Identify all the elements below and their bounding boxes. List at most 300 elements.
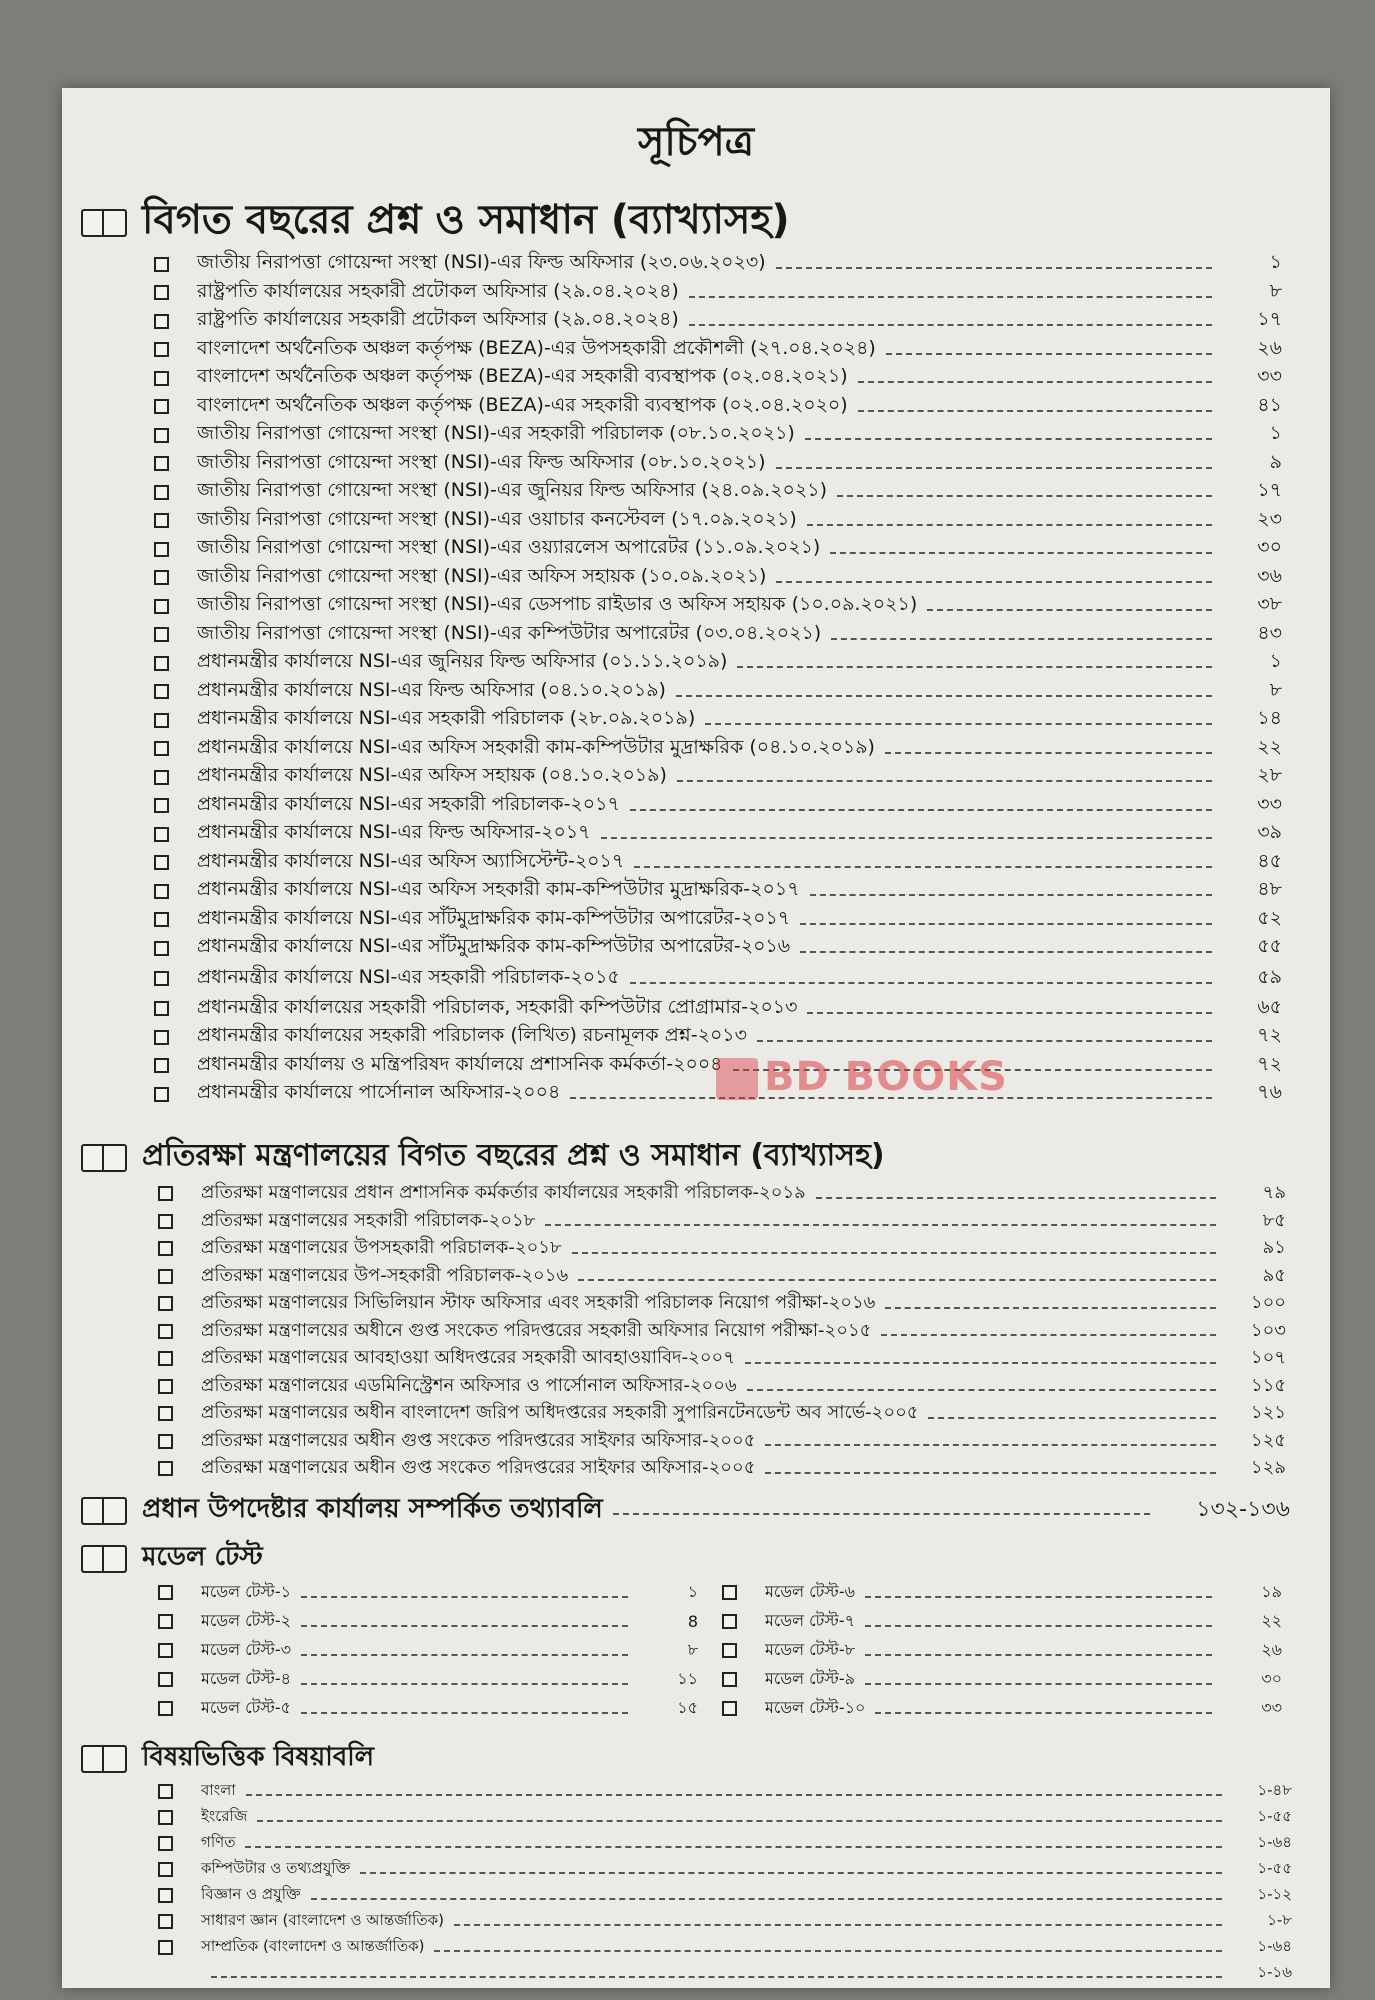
item-page-number: ২৩ <box>1257 507 1282 530</box>
checkbox-icon <box>154 342 169 357</box>
checkbox-icon <box>158 1379 173 1394</box>
item-page-number: ৩৩ <box>1257 792 1282 815</box>
section-title: বিগত বছরের প্রশ্ন ও সমাধান (ব্যাখ্যাসহ) <box>142 197 790 243</box>
book-icon <box>80 1743 128 1773</box>
checkbox-icon <box>158 1701 173 1716</box>
item-label: প্রতিরক্ষা মন্ত্রণালয়ের আবহাওয়া অধিদপ্তরের সহকারী আবহাওয়াবিদ-২০০৭ <box>201 1347 735 1369</box>
item-label: সাম্প্রতিক (বাংলাদেশ ও আন্তর্জাতিক) <box>201 1936 425 1955</box>
leader-dots <box>689 324 1212 326</box>
item-label: প্রধানমন্ত্রীর কার্যালয়ে NSI-এর সাঁটমুদ্রাক্ষরিক কাম-কম্পিউটার অপারেটর-২০১৬ <box>197 935 791 958</box>
leader-dots <box>858 381 1212 383</box>
page-title: সূচিপত্র <box>638 119 754 165</box>
leader-dots <box>776 581 1212 583</box>
item-label: প্রধানমন্ত্রীর কার্যালয়ে NSI-এর অফিস সহকারী কাম-কম্পিউটার মুদ্রাক্ষরিক (০৪.১০.২০১৯) <box>197 735 875 758</box>
leader-dots <box>831 638 1212 640</box>
item-page-number: ৮ <box>1269 279 1282 302</box>
list-item[interactable] <box>154 450 1282 479</box>
leader-dots <box>776 467 1212 469</box>
item-page-number: ১ <box>1269 650 1282 673</box>
leader-dots <box>885 1307 1216 1309</box>
item-page-number: ১-৬৪ <box>1257 1832 1292 1851</box>
checkbox-icon <box>154 456 169 471</box>
list-item[interactable] <box>158 1934 1292 1960</box>
item-label: জাতীয় নিরাপত্তা গোয়েন্দা সংস্থা (NSI)-এর ওয়্যারলেস অপারেটর (১১.০৯.২০২১) <box>197 536 821 559</box>
item-page-number: ৫২ <box>1257 906 1282 929</box>
item-page-number: ১ <box>1269 422 1282 445</box>
item-label: বিজ্ঞান ও প্রযুক্তি <box>201 1884 301 1903</box>
leader-dots <box>434 1950 1222 1952</box>
toc-list-previous-years <box>154 250 1282 1109</box>
list-item[interactable] <box>154 478 1282 507</box>
model-test-list-right <box>722 1578 1282 1723</box>
leader-dots <box>865 1596 1212 1598</box>
leader-dots <box>865 1625 1212 1627</box>
item-page-number: ৬৫ <box>1257 995 1282 1018</box>
item-page-number: ১-৮ <box>1267 1910 1292 1929</box>
item-label: মডেল টেস্ট-৮ <box>765 1640 855 1659</box>
checkbox-icon <box>154 428 169 443</box>
item-label: প্রধানমন্ত্রীর কার্যালয়ে NSI-এর সহকারী পরিচালক (২৮.০৯.২০১৯) <box>197 707 696 730</box>
checkbox-icon <box>154 627 169 642</box>
checkbox-icon <box>154 599 169 614</box>
leader-dots <box>745 1362 1216 1364</box>
item-page-number: ১ <box>1269 251 1282 274</box>
list-item[interactable] <box>154 364 1282 393</box>
checkbox-icon <box>158 1862 173 1877</box>
item-label: প্রতিরক্ষা মন্ত্রণালয়ের অধীনে গুপ্ত সংকেত পরিদপ্তরের সহকারী অফিসার নিয়োগ পরীক্ষা-২০১৫ <box>201 1319 872 1341</box>
leader-dots <box>613 1513 1150 1515</box>
checkbox-icon <box>154 798 169 813</box>
section-title: বিষয়ভিত্তিক বিষয়াবলি <box>142 1742 375 1772</box>
list-item[interactable] <box>80 1492 1290 1528</box>
checkbox-icon <box>158 1461 173 1476</box>
checkbox-icon <box>158 1888 173 1903</box>
item-label: বাংলাদেশ অর্থনৈতিক অঞ্চল কর্তৃপক্ষ (BEZA)-এর সহকারী ব্যবস্থাপক (০২.০৪.২০২১) <box>197 365 848 388</box>
list-item[interactable] <box>154 995 1282 1024</box>
item-page-number: ১৯ <box>1261 1582 1282 1601</box>
list-item[interactable] <box>158 1856 1292 1882</box>
checkbox-icon <box>154 741 169 756</box>
leader-dots <box>301 1683 628 1685</box>
list-item[interactable] <box>154 763 1282 792</box>
advisor-page: ১৩২-১৩৬ <box>1196 1496 1290 1522</box>
leader-dots <box>360 1872 1222 1874</box>
item-label: প্রধানমন্ত্রীর কার্যালয়ে NSI-এর জুনিয়র ফিল্ড অফিসার (০১.১১.২০১৯) <box>197 650 728 673</box>
watermark-text: BD BOOKS <box>764 1054 1008 1100</box>
list-item[interactable] <box>158 1400 1286 1428</box>
leader-dots <box>630 982 1212 984</box>
checkbox-icon <box>722 1643 737 1658</box>
list-item[interactable] <box>154 820 1282 849</box>
item-label: প্রধানমন্ত্রীর কার্যালয়ে NSI-এর সহকারী পরিচালক-২০১৭ <box>197 792 620 815</box>
checkbox-icon <box>722 1614 737 1629</box>
checkbox-icon <box>158 1784 173 1799</box>
item-label: জাতীয় নিরাপত্তা গোয়েন্দা সংস্থা (NSI)-এর জুনিয়র ফিল্ড অফিসার (২৪.০৯.২০২১) <box>197 479 827 502</box>
checkbox-icon <box>154 371 169 386</box>
checkbox-icon <box>158 1810 173 1825</box>
list-item[interactable] <box>154 507 1282 536</box>
checkbox-icon <box>158 1214 173 1229</box>
item-page-number: ১-৫৫ <box>1257 1858 1292 1877</box>
item-label: ইংরেজি <box>201 1806 248 1825</box>
item-label: মডেল টেস্ট-৬ <box>765 1582 856 1601</box>
checkbox-icon <box>158 1269 173 1284</box>
checkbox-icon <box>154 285 169 300</box>
leader-dots <box>737 666 1212 668</box>
checkbox-icon <box>154 912 169 927</box>
toc-list-defence <box>158 1180 1286 1483</box>
checkbox-icon <box>158 1614 173 1629</box>
item-label: প্রতিরক্ষা মন্ত্রণালয়ের এডমিনিস্ট্রেশন অফিসার ও পার্সোনাল অফিসার-২০০৬ <box>201 1374 737 1396</box>
leader-dots <box>875 1712 1212 1714</box>
checkbox-icon <box>158 1296 173 1311</box>
item-page-number: ৩৯ <box>1257 821 1282 844</box>
leader-dots <box>578 1279 1216 1281</box>
checkbox-icon <box>154 513 169 528</box>
checkbox-icon <box>154 684 169 699</box>
list-item[interactable] <box>158 1960 1292 1986</box>
list-item[interactable] <box>722 1578 1282 1607</box>
item-page-number: ৩৮ <box>1257 593 1282 616</box>
item-label: বাংলা <box>201 1780 236 1799</box>
watermark-logo <box>716 1058 758 1100</box>
list-item[interactable] <box>154 307 1282 336</box>
item-page-number: ৭৬ <box>1257 1081 1282 1104</box>
checkbox-icon <box>154 827 169 842</box>
item-page-number: ১০৭ <box>1250 1347 1286 1369</box>
checkbox-icon <box>154 314 169 329</box>
item-label: গণিত <box>201 1832 236 1851</box>
checkbox-icon <box>158 1672 173 1687</box>
item-page-number: ১০০ <box>1250 1292 1286 1314</box>
list-item[interactable] <box>722 1694 1282 1723</box>
list-item[interactable] <box>154 1023 1282 1052</box>
item-label: জাতীয় নিরাপত্তা গোয়েন্দা সংস্থা (NSI)-এর ডেসপাচ রাইডার ও অফিস সহায়ক (১০.০৯.২০২১) <box>197 593 918 616</box>
item-page-number: 8 <box>687 1612 698 1631</box>
list-item[interactable] <box>158 1607 698 1636</box>
item-page-number: ১৪ <box>1257 707 1282 730</box>
leader-dots <box>865 1683 1212 1685</box>
item-label: জাতীয় নিরাপত্তা গোয়েন্দা সংস্থা (NSI)-এর অফিস সহায়ক (১০.০৯.২০২১) <box>197 564 767 587</box>
item-label: প্রতিরক্ষা মন্ত্রণালয়ের অধীন বাংলাদেশ জরিপ অধিদপ্তরের সহকারী সুপারিনটেনডেন্ট অব সার্ভে-২০০৫ <box>201 1402 919 1424</box>
leader-dots <box>705 723 1212 725</box>
item-page-number: ২২ <box>1261 1611 1282 1630</box>
document-page <box>62 88 1330 1988</box>
item-label: প্রধানমন্ত্রীর কার্যালয়ে NSI-এর অফিস অ্যাসিস্টেন্ট-২০১৭ <box>197 849 625 872</box>
item-page-number: ১১৫ <box>1250 1374 1286 1396</box>
item-page-number: ৩৩ <box>1261 1698 1282 1717</box>
list-item[interactable] <box>158 1665 698 1694</box>
list-item[interactable] <box>154 564 1282 593</box>
checkbox-icon <box>154 570 169 585</box>
list-item[interactable] <box>158 1636 698 1665</box>
book-icon <box>80 1543 128 1573</box>
list-item[interactable] <box>722 1636 1282 1665</box>
book-icon <box>80 1142 128 1172</box>
item-label: প্রধানমন্ত্রীর কার্যালয়ের সহকারী পরিচালক (লিখিত) রচনামূলক প্রশ্ন-২০১৩ <box>197 1024 747 1047</box>
leader-dots <box>676 695 1212 697</box>
list-item[interactable] <box>154 336 1282 365</box>
leader-dots <box>800 923 1212 925</box>
checkbox-icon <box>154 770 169 785</box>
checkbox-icon <box>158 1434 173 1449</box>
leader-dots <box>807 524 1212 526</box>
checkbox-icon <box>154 1030 169 1045</box>
item-page-number: ৯ <box>1269 450 1282 473</box>
leader-dots <box>257 1820 1222 1822</box>
item-page-number: ১-১৬ <box>1257 1962 1292 1981</box>
leader-dots <box>800 951 1212 953</box>
checkbox-icon <box>154 884 169 899</box>
item-label: প্রতিরক্ষা মন্ত্রণালয়ের সিভিলিয়ান স্টাফ অফিসার এবং সহকারী পরিচালক নিয়োগ পরীক্ষা-২০১৬ <box>201 1292 876 1314</box>
item-label: প্রধানমন্ত্রীর কার্যালয়ে পার্সোনাল অফিসার-২০০৪ <box>197 1081 561 1104</box>
leader-dots <box>810 894 1212 896</box>
item-label: জাতীয় নিরাপত্তা গোয়েন্দা সংস্থা (NSI)-এর সহকারী পরিচালক (০৮.১০.২০২১) <box>197 422 795 445</box>
item-label: মডেল টেস্ট-১ <box>201 1582 291 1601</box>
item-label: প্রধানমন্ত্রীর কার্যালয়ে NSI-এর অফিস সহকারী কাম-কম্পিউটার মুদ্রাক্ষরিক-২০১৭ <box>197 878 800 901</box>
checkbox-icon <box>154 257 169 272</box>
checkbox-icon <box>158 1643 173 1658</box>
list-item[interactable] <box>154 393 1282 422</box>
list-item[interactable] <box>154 592 1282 621</box>
list-item[interactable] <box>154 621 1282 650</box>
item-label: জাতীয় নিরাপত্তা গোয়েন্দা সংস্থা (NSI)-এর ফিল্ড অফিসার (২৩.০৬.২০২৩) <box>197 251 766 274</box>
leader-dots <box>677 780 1212 782</box>
leader-dots <box>301 1654 628 1656</box>
item-page-number: ৯১ <box>1262 1237 1286 1259</box>
checkbox-icon <box>158 1241 173 1256</box>
checkbox-icon <box>154 713 169 728</box>
item-label: জাতীয় নিরাপত্তা গোয়েন্দা সংস্থা (NSI)-এর কম্পিউটার অপারেটর (০৩.০৪.২০২১) <box>197 621 822 644</box>
leader-dots <box>246 1794 1222 1796</box>
leader-dots <box>747 1389 1216 1391</box>
list-item[interactable] <box>154 250 1282 279</box>
item-label: বাংলাদেশ অর্থনৈতিক অঞ্চল কর্তৃপক্ষ (BEZA)-এর উপসহকারী প্রকৌশলী (২৭.০৪.২০২৪) <box>197 336 876 359</box>
item-page-number: ১২১ <box>1250 1402 1286 1424</box>
item-label: প্রধানমন্ত্রীর কার্যালয়ে NSI-এর সাঁটমুদ্রাক্ষরিক কাম-কম্পিউটার অপারেটর-২০১৭ <box>197 906 791 929</box>
checkbox-icon <box>158 1351 173 1366</box>
leader-dots <box>311 1898 1222 1900</box>
list-item[interactable] <box>158 1578 698 1607</box>
list-item[interactable] <box>154 735 1282 764</box>
list-item[interactable] <box>722 1607 1282 1636</box>
item-page-number: ১৫ <box>677 1698 698 1717</box>
item-label: প্রতিরক্ষা মন্ত্রণালয়ের অধীন গুপ্ত সংকেত পরিদপ্তরের সাইফার অফিসার-২০০৫ <box>201 1429 756 1451</box>
item-label: জাতীয় নিরাপত্তা গোয়েন্দা সংস্থা (NSI)-এর ফিল্ড অফিসার (০৮.১০.২০২১) <box>197 450 766 473</box>
toc-advisor-line <box>80 1492 1290 1528</box>
item-page-number: ১৭ <box>1257 479 1282 502</box>
checkbox-icon <box>722 1585 737 1600</box>
leader-dots <box>301 1625 628 1627</box>
checkbox-icon <box>154 542 169 557</box>
checkbox-icon <box>158 1324 173 1339</box>
item-label: প্রধানমন্ত্রীর কার্যালয়ে NSI-এর ফিল্ড অফিসার (০৪.১০.২০১৯) <box>197 678 666 701</box>
item-label: মডেল টেস্ট-৯ <box>765 1669 855 1688</box>
leader-dots <box>301 1596 628 1598</box>
leader-dots <box>572 1252 1216 1254</box>
section-heading-defence <box>80 1131 885 1182</box>
leader-dots <box>816 1197 1216 1199</box>
list-item[interactable] <box>158 1455 1286 1483</box>
leader-dots <box>765 1444 1216 1446</box>
list-item[interactable] <box>158 1345 1286 1373</box>
list-item[interactable] <box>158 1694 698 1723</box>
subject-list <box>158 1778 1292 1986</box>
checkbox-icon <box>158 1406 173 1421</box>
list-item[interactable] <box>154 877 1282 906</box>
item-label: রাষ্ট্রপতি কার্যালয়ের সহকারী প্রটোকল অফিসার (২৯.০৪.২০২৪) <box>197 279 679 302</box>
item-page-number: ৮ <box>687 1640 698 1659</box>
leader-dots <box>211 1976 1222 1978</box>
list-item[interactable] <box>154 535 1282 564</box>
item-page-number: ৩০ <box>1257 536 1282 559</box>
item-page-number: ১০৩ <box>1250 1319 1286 1341</box>
list-item[interactable] <box>154 706 1282 735</box>
item-page-number: ৪৩ <box>1257 621 1282 644</box>
item-label: মডেল টেস্ট-১০ <box>765 1698 866 1717</box>
item-label: কম্পিউটার ও তথ্যপ্রযুক্তি <box>201 1858 351 1877</box>
leader-dots <box>885 752 1212 754</box>
book-icon <box>80 207 128 237</box>
item-label: বাংলাদেশ অর্থনৈতিক অঞ্চল কর্তৃপক্ষ (BEZA)-এর সহকারী ব্যবস্থাপক (০২.০৪.২০২০) <box>197 393 848 416</box>
item-page-number: ৯৫ <box>1262 1264 1286 1286</box>
list-item[interactable] <box>158 1804 1292 1830</box>
item-page-number: ১-৪৮ <box>1257 1780 1292 1799</box>
leader-dots <box>634 866 1212 868</box>
checkbox-icon <box>722 1701 737 1716</box>
leader-dots <box>837 495 1212 497</box>
leader-dots <box>689 296 1212 298</box>
leader-dots <box>886 353 1212 355</box>
advisor-label: প্রধান উপদেষ্টার কার্যালয় সম্পর্কিত তথ্যাবলি <box>142 1494 603 1524</box>
list-item[interactable] <box>158 1180 1286 1208</box>
item-page-number: ৪১ <box>1257 393 1282 416</box>
leader-dots <box>858 410 1212 412</box>
item-page-number: ২৬ <box>1261 1640 1282 1659</box>
list-item[interactable] <box>154 906 1282 935</box>
list-item[interactable] <box>154 934 1282 963</box>
section-heading-subjects <box>80 1736 374 1780</box>
leader-dots <box>807 1012 1212 1014</box>
checkbox-icon <box>154 656 169 671</box>
item-label: প্রধানমন্ত্রীর কার্যালয় ও মন্ত্রিপরিষদ কার্যালয়ে প্রশাসনিক কর্মকর্তা-২০০৪ <box>197 1052 723 1075</box>
leader-dots <box>765 1472 1216 1474</box>
checkbox-icon <box>158 1585 173 1600</box>
item-page-number: ১-১২ <box>1257 1884 1292 1903</box>
item-page-number: ২৮ <box>1257 764 1282 787</box>
list-item[interactable] <box>158 1778 1292 1804</box>
leader-dots <box>865 1654 1212 1656</box>
item-page-number: ৩০ <box>1261 1669 1282 1688</box>
checkbox-icon <box>154 971 169 986</box>
list-item[interactable] <box>158 1235 1286 1263</box>
checkbox-icon <box>154 1001 169 1016</box>
item-label: প্রতিরক্ষা মন্ত্রণালয়ের সহকারী পরিচালক-২০১৮ <box>201 1209 536 1231</box>
checkbox-icon <box>154 1058 169 1073</box>
checkbox-icon <box>158 1836 173 1851</box>
item-page-number: ৫৯ <box>1257 965 1282 988</box>
item-label: প্রতিরক্ষা মন্ত্রণালয়ের উপ-সহকারী পরিচালক-২০১৬ <box>201 1264 569 1286</box>
list-item[interactable] <box>154 279 1282 308</box>
item-page-number: ৮৫ <box>1262 1209 1286 1231</box>
list-item[interactable] <box>154 421 1282 450</box>
leader-dots <box>245 1846 1222 1848</box>
item-page-number: ৭২ <box>1257 1052 1282 1075</box>
list-item[interactable] <box>158 1263 1286 1291</box>
item-label: প্রতিরক্ষা মন্ত্রণালয়ের প্রধান প্রশাসনিক কর্মকর্তার কার্যালয়ের সহকারী পরিচালক-২০১৯ <box>201 1182 806 1204</box>
item-page-number: ৮ <box>1269 678 1282 701</box>
item-label: প্রতিরক্ষা মন্ত্রণালয়ের উপসহকারী পরিচালক-২০১৮ <box>201 1237 562 1259</box>
checkbox-icon <box>158 1914 173 1929</box>
item-label: প্রধানমন্ত্রীর কার্যালয়ে NSI-এর অফিস সহায়ক (০৪.১০.২০১৯) <box>197 764 667 787</box>
checkbox-icon <box>154 399 169 414</box>
leader-dots <box>454 1924 1222 1926</box>
checkbox-icon <box>158 1940 173 1955</box>
list-item[interactable] <box>158 1318 1286 1346</box>
item-label: রাষ্ট্রপতি কার্যালয়ের সহকারী প্রটোকল অফিসার (২৯.০৪.২০২৪) <box>197 308 679 331</box>
checkbox-icon <box>154 941 169 956</box>
list-item[interactable] <box>154 792 1282 821</box>
section-title: মডেল টেস্ট <box>142 1542 263 1572</box>
leader-dots <box>757 1040 1212 1042</box>
list-item[interactable] <box>158 1428 1286 1456</box>
item-page-number: ১-৬৪ <box>1257 1936 1292 1955</box>
leader-dots <box>805 438 1212 440</box>
item-label: সাধারণ জ্ঞান (বাংলাদেশ ও আন্তর্জাতিক) <box>201 1910 444 1929</box>
list-item[interactable] <box>158 1290 1286 1318</box>
checkbox-icon <box>154 1087 169 1102</box>
item-page-number: ৩৩ <box>1257 365 1282 388</box>
item-page-number: ১ <box>687 1582 698 1601</box>
list-item[interactable] <box>158 1373 1286 1401</box>
item-page-number: ২৬ <box>1257 336 1282 359</box>
list-item[interactable] <box>158 1908 1292 1934</box>
list-item[interactable] <box>722 1665 1282 1694</box>
checkbox-icon <box>158 1186 173 1201</box>
leader-dots <box>928 1417 1216 1419</box>
list-item[interactable] <box>158 1830 1292 1856</box>
leader-dots <box>301 1712 628 1714</box>
item-page-number: ৪৮ <box>1257 878 1282 901</box>
item-label: প্রধানমন্ত্রীর কার্যালয়ের সহকারী পরিচালক, সহকারী কম্পিউটার প্রোগ্রামার-২০১৩ <box>197 995 798 1018</box>
item-label: মডেল টেস্ট-৪ <box>201 1669 291 1688</box>
item-page-number: ৭২ <box>1257 1024 1282 1047</box>
item-page-number: ৪৫ <box>1257 849 1282 872</box>
item-page-number: ১১ <box>677 1669 698 1688</box>
checkbox-icon <box>722 1672 737 1687</box>
item-page-number: ১২৯ <box>1250 1457 1286 1479</box>
section-heading-model-tests <box>80 1536 263 1580</box>
item-page-number: ৭৯ <box>1262 1182 1286 1204</box>
item-page-number: ১৭ <box>1257 308 1282 331</box>
list-item[interactable] <box>154 649 1282 678</box>
item-label: প্রধানমন্ত্রীর কার্যালয়ে NSI-এর ফিল্ড অফিসার-২০১৭ <box>197 821 591 844</box>
list-item[interactable] <box>154 849 1282 878</box>
checkbox-icon <box>154 855 169 870</box>
leader-dots <box>881 1334 1216 1336</box>
list-item[interactable] <box>154 678 1282 707</box>
list-item[interactable] <box>158 1882 1292 1908</box>
item-label: মডেল টেস্ট-৭ <box>765 1611 856 1630</box>
item-label: জাতীয় নিরাপত্তা গোয়েন্দা সংস্থা (NSI)-এর ওয়াচার কনস্টেবল (১৭.০৯.২০২১) <box>197 507 797 530</box>
model-test-list-left <box>158 1578 698 1723</box>
leader-dots <box>545 1224 1216 1226</box>
item-page-number: ১২৫ <box>1250 1429 1286 1451</box>
item-label: প্রতিরক্ষা মন্ত্রণালয়ের অধীন গুপ্ত সংকেত পরিদপ্তরের সাইফার অফিসার-২০০৫ <box>201 1457 756 1479</box>
list-item[interactable] <box>158 1208 1286 1236</box>
item-label: প্রধানমন্ত্রীর কার্যালয়ে NSI-এর সহকারী পরিচালক-২০১৫ <box>197 965 620 988</box>
list-item[interactable] <box>154 963 1282 995</box>
